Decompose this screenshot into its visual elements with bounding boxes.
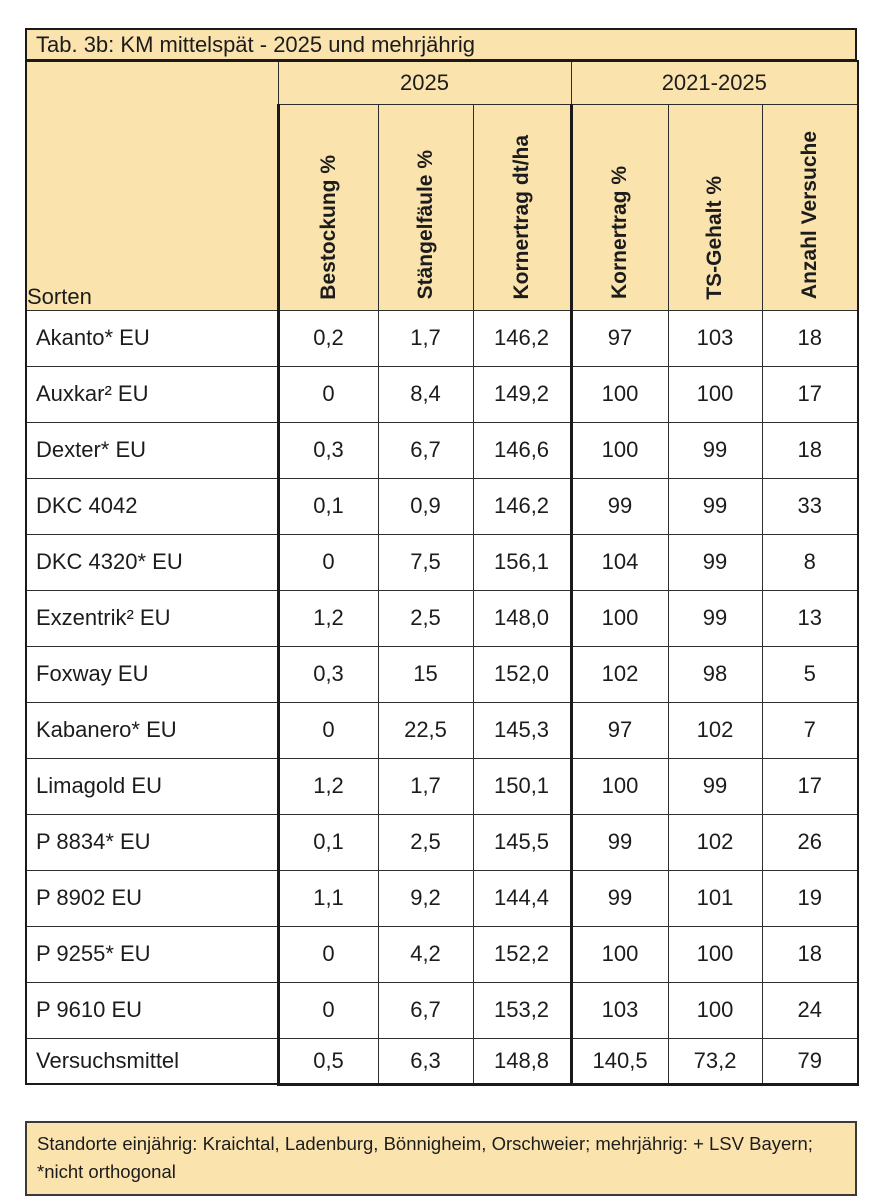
value-cell: 100 (668, 982, 762, 1038)
footnote-line-2: *nicht orthogonal (37, 1160, 176, 1182)
value-cell: 0,5 (278, 1038, 378, 1084)
value-cell: 102 (668, 814, 762, 870)
value-cell: 146,2 (473, 478, 571, 534)
value-cell: 140,5 (571, 1038, 668, 1084)
value-cell: 0,1 (278, 814, 378, 870)
value-cell: 100 (668, 366, 762, 422)
value-cell: 17 (762, 758, 858, 814)
value-cell: 156,1 (473, 534, 571, 590)
sorte-name-cell: Foxway EU (26, 646, 278, 702)
table-row (26, 646, 858, 702)
value-cell: 99 (571, 814, 668, 870)
value-cell: 102 (668, 702, 762, 758)
column-header-label: Stängelfäule % (413, 150, 437, 300)
column-header-label: Kornertrag % (608, 166, 632, 300)
value-cell: 149,2 (473, 366, 571, 422)
value-cell: 1,2 (278, 590, 378, 646)
value-cell: 1,7 (378, 310, 473, 366)
column-header-kornertrag-pct (571, 104, 668, 310)
value-cell: 6,7 (378, 422, 473, 478)
value-cell: 15 (378, 646, 473, 702)
table-title-bar (25, 28, 857, 61)
table-row (26, 982, 858, 1038)
value-cell: 2,5 (378, 590, 473, 646)
value-cell: 18 (762, 926, 858, 982)
table-row (26, 702, 858, 758)
value-cell: 100 (571, 590, 668, 646)
table-body (26, 310, 858, 1084)
sorte-name-cell: Dexter* EU (26, 422, 278, 478)
value-cell: 145,3 (473, 702, 571, 758)
value-cell: 99 (668, 478, 762, 534)
value-cell: 19 (762, 870, 858, 926)
sorte-name-cell: P 8834* EU (26, 814, 278, 870)
value-cell: 0 (278, 982, 378, 1038)
value-cell: 73,2 (668, 1038, 762, 1084)
table-header (26, 61, 858, 310)
value-cell: 150,1 (473, 758, 571, 814)
value-cell: 148,8 (473, 1038, 571, 1084)
table-row (26, 870, 858, 926)
value-cell: 99 (668, 590, 762, 646)
value-cell: 33 (762, 478, 858, 534)
value-cell: 17 (762, 366, 858, 422)
value-cell: 99 (668, 422, 762, 478)
column-header-ts-gehalt (668, 104, 762, 310)
value-cell: 0,9 (378, 478, 473, 534)
results-table (25, 60, 859, 1086)
table-row (26, 534, 858, 590)
value-cell: 6,3 (378, 1038, 473, 1084)
value-cell: 144,4 (473, 870, 571, 926)
value-cell: 100 (571, 422, 668, 478)
sorte-name-cell: Kabanero* EU (26, 702, 278, 758)
value-cell: 0 (278, 702, 378, 758)
footnote-line-1: Standorte einjährig: Kraichtal, Ladenburg, Bönnigheim, Orschweier; mehrjährig: + LSV Bayern; (37, 1133, 813, 1154)
value-cell: 8,4 (378, 366, 473, 422)
value-cell: 24 (762, 982, 858, 1038)
value-cell: 146,6 (473, 422, 571, 478)
value-cell: 97 (571, 310, 668, 366)
value-cell: 148,0 (473, 590, 571, 646)
value-cell: 1,2 (278, 758, 378, 814)
value-cell: 152,0 (473, 646, 571, 702)
value-cell: 18 (762, 310, 858, 366)
column-header-label: TS-Gehalt % (703, 175, 727, 300)
value-cell: 4,2 (378, 926, 473, 982)
row-header-sorten-cell (26, 61, 278, 310)
value-cell: 99 (571, 870, 668, 926)
value-cell: 0,1 (278, 478, 378, 534)
sorte-name-cell: Akanto* EU (26, 310, 278, 366)
value-cell: 0,2 (278, 310, 378, 366)
value-cell: 8 (762, 534, 858, 590)
footnote-box (25, 1121, 857, 1196)
value-cell: 79 (762, 1038, 858, 1084)
value-cell: 98 (668, 646, 762, 702)
column-header-label: Anzahl Versuche (797, 131, 821, 300)
value-cell: 6,7 (378, 982, 473, 1038)
sorte-name-cell: DKC 4042 (26, 478, 278, 534)
value-cell: 2,5 (378, 814, 473, 870)
value-cell: 18 (762, 422, 858, 478)
group-header-2021-2025: 2021-2025 (571, 61, 858, 104)
table-row (26, 422, 858, 478)
column-header-anzahl-versuche (762, 104, 858, 310)
value-cell: 100 (571, 758, 668, 814)
sorte-name-cell: P 9255* EU (26, 926, 278, 982)
value-cell: 1,7 (378, 758, 473, 814)
value-cell: 1,1 (278, 870, 378, 926)
value-cell: 5 (762, 646, 858, 702)
table-row (26, 926, 858, 982)
column-header-staengelfaeule (378, 104, 473, 310)
value-cell: 7 (762, 702, 858, 758)
value-cell: 104 (571, 534, 668, 590)
sorte-name-cell: P 8902 EU (26, 870, 278, 926)
value-cell: 7,5 (378, 534, 473, 590)
sorte-name-cell: Exzentrik² EU (26, 590, 278, 646)
table-title: Tab. 3b: KM mittelspät - 2025 und mehrjährig (36, 31, 476, 57)
table-row (26, 814, 858, 870)
column-header-label: Bestockung % (316, 154, 340, 300)
value-cell: 100 (571, 366, 668, 422)
value-cell: 145,5 (473, 814, 571, 870)
value-cell: 100 (668, 926, 762, 982)
sorte-name-cell: Limagold EU (26, 758, 278, 814)
value-cell: 0,3 (278, 422, 378, 478)
column-header-kornertrag-dt (473, 104, 571, 310)
sorte-name-cell: DKC 4320* EU (26, 534, 278, 590)
value-cell: 152,2 (473, 926, 571, 982)
value-cell: 97 (571, 702, 668, 758)
value-cell: 102 (571, 646, 668, 702)
table-row (26, 758, 858, 814)
value-cell: 146,2 (473, 310, 571, 366)
value-cell: 0 (278, 926, 378, 982)
column-header-bestockung (278, 104, 378, 310)
value-cell: 101 (668, 870, 762, 926)
table-row (26, 366, 858, 422)
column-header-label: Kornertrag dt/ha (509, 134, 533, 300)
value-cell: 103 (571, 982, 668, 1038)
value-cell: 0,3 (278, 646, 378, 702)
value-cell: 22,5 (378, 702, 473, 758)
table-row (26, 310, 858, 366)
table-row (26, 1038, 858, 1084)
value-cell: 13 (762, 590, 858, 646)
value-cell: 153,2 (473, 982, 571, 1038)
value-cell: 0 (278, 534, 378, 590)
sorten-label: Sorten (27, 283, 92, 309)
value-cell: 99 (668, 758, 762, 814)
group-header-2025: 2025 (278, 61, 571, 104)
value-cell: 26 (762, 814, 858, 870)
sorte-name-cell: Versuchsmittel (26, 1038, 278, 1084)
value-cell: 9,2 (378, 870, 473, 926)
value-cell: 0 (278, 366, 378, 422)
value-cell: 99 (668, 534, 762, 590)
value-cell: 100 (571, 926, 668, 982)
sorte-name-cell: P 9610 EU (26, 982, 278, 1038)
table-row (26, 478, 858, 534)
value-cell: 99 (571, 478, 668, 534)
group-header-row (26, 61, 858, 104)
value-cell: 103 (668, 310, 762, 366)
table-row (26, 590, 858, 646)
sorte-name-cell: Auxkar² EU (26, 366, 278, 422)
